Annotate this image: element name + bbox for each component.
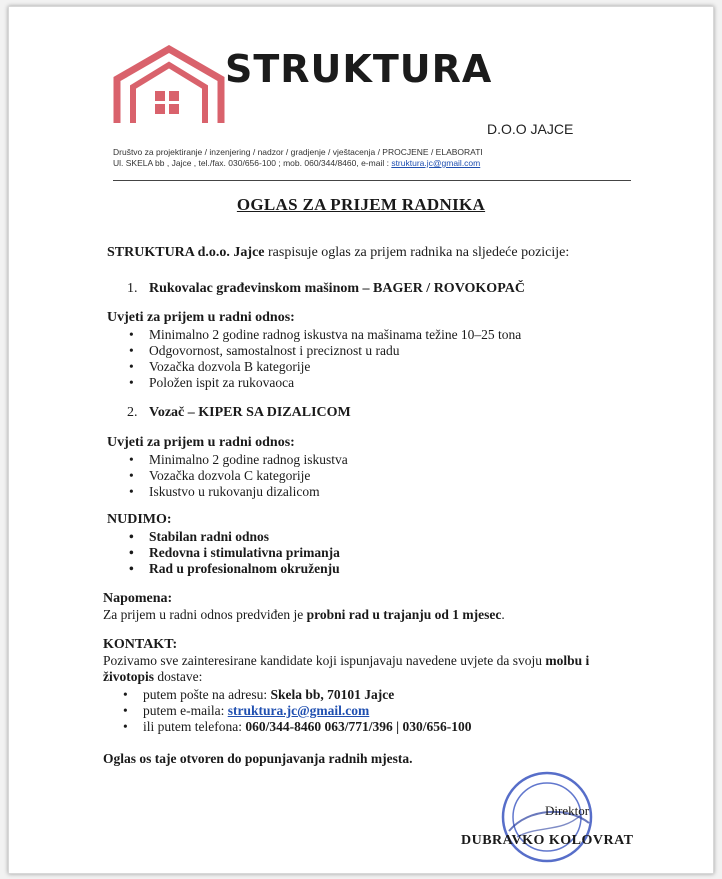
note-text-c: .: [501, 607, 505, 622]
position-label: Rukovalac građevinskom mašinom – BAGER / ROVOKOPAČ: [149, 281, 525, 296]
email-link[interactable]: struktura.jc@gmail.com: [227, 703, 370, 718]
list-item: • Vozačka dozvola B kategorije: [123, 359, 521, 375]
phone-label: ili putem telefona:: [143, 719, 246, 734]
signature-name: DUBRAVKO KOLOVRAT: [461, 833, 634, 848]
house-logo-icon: [113, 45, 225, 125]
note-text: [103, 607, 505, 623]
contact-list: [117, 687, 471, 735]
contact-post: [117, 687, 471, 703]
document-page: [8, 6, 714, 874]
email-label: putem e-maila:: [143, 703, 228, 718]
list-item: • Odgovornost, samostalnost i preciznost u radu: [123, 343, 521, 359]
company-location: D.O.O JAJCE: [487, 121, 574, 137]
brand-name: STRUKTURA: [225, 47, 493, 91]
list-item: • Minimalno 2 godine radnog iskustva: [123, 452, 348, 468]
list-item: • Rad u profesionalnom okruženju: [123, 561, 340, 577]
closing-text: [103, 751, 413, 767]
note-text-b: probni rad u trajanju od 1 mjesec: [306, 607, 502, 622]
header-divider: [113, 180, 631, 181]
position-1: [127, 281, 525, 297]
contact-phone: [117, 719, 471, 735]
requirements-header: Uvjeti za prijem u radni odnos:: [107, 435, 295, 450]
address-text: Ul. SKELA bb , Jajce , tel./fax. 030/656-100 ; mob. 060/344/8460, e-mail :: [113, 158, 392, 168]
position-2: [127, 405, 351, 421]
contact-text-d: dostave:: [154, 669, 203, 684]
post-value: Skela bb, 70101 Jajce: [270, 687, 395, 702]
list-item: • Vozačka dozvola C kategorije: [123, 468, 348, 484]
address-line: [113, 158, 633, 169]
signature-role: Direktor: [545, 803, 590, 818]
page-title: OGLAS ZA PRIJEM RADNIKA: [236, 195, 486, 214]
contact-text: [103, 653, 633, 685]
company-details: [113, 147, 633, 169]
position-label-a: Vozač: [149, 405, 185, 420]
contact-text-b: molbu i: [545, 653, 590, 668]
position-number: 1.: [127, 281, 138, 296]
intro-company: STRUKTURA d.o.o. Jajce: [107, 245, 265, 260]
contact-header: KONTAKT:: [103, 637, 178, 652]
requirements-list-1: [123, 327, 521, 391]
position-number: 2.: [127, 405, 138, 420]
contact-text-a: Pozivamo sve zainteresirane kandidate koji ispunjavaju navedene uvjete da svoju: [103, 653, 546, 668]
phone-value: 060/344-8460 063/771/396 | 030/656-100: [245, 719, 472, 734]
post-label: putem pošte na adresu:: [143, 687, 271, 702]
list-item: • Minimalno 2 godine radnog iskustva na mašinama težine 10–25 tona: [123, 327, 521, 343]
offer-header: NUDIMO:: [107, 512, 172, 527]
list-item: • Stabilan radni odnos: [123, 529, 340, 545]
list-item: • Položen ispit za rukovaoca: [123, 375, 521, 391]
closing-bold: Oglas os taje otvoren do popunjavanja radnih mjesta.: [103, 751, 413, 766]
list-item: • Redovna i stimulativna primanja: [123, 545, 340, 561]
position-label-b: – KIPER SA DIZALICOM: [184, 405, 351, 420]
contact-email: [117, 703, 471, 719]
offer-list: [123, 529, 340, 577]
services-line: Društvo za projektiranje / inzenjering / nadzor / gradjenje / vještacenja / PROCJENE / ELABORATI: [113, 147, 483, 157]
list-item: • Iskustvo u rukovanju dizalicom: [123, 484, 348, 500]
intro-text: raspisuje oglas za prijem radnika na sljedeće pozicije:: [264, 245, 570, 260]
intro-paragraph: [107, 245, 569, 261]
requirements-list-2: [123, 452, 348, 500]
note-header: Napomena:: [103, 591, 173, 606]
header-email-link[interactable]: struktura.jc@gmail.com: [391, 158, 481, 168]
requirements-header: Uvjeti za prijem u radni odnos:: [107, 310, 295, 325]
contact-text-c: životopis: [103, 669, 155, 684]
note-text-a: Za prijem u radni odnos predviđen je: [103, 607, 307, 622]
